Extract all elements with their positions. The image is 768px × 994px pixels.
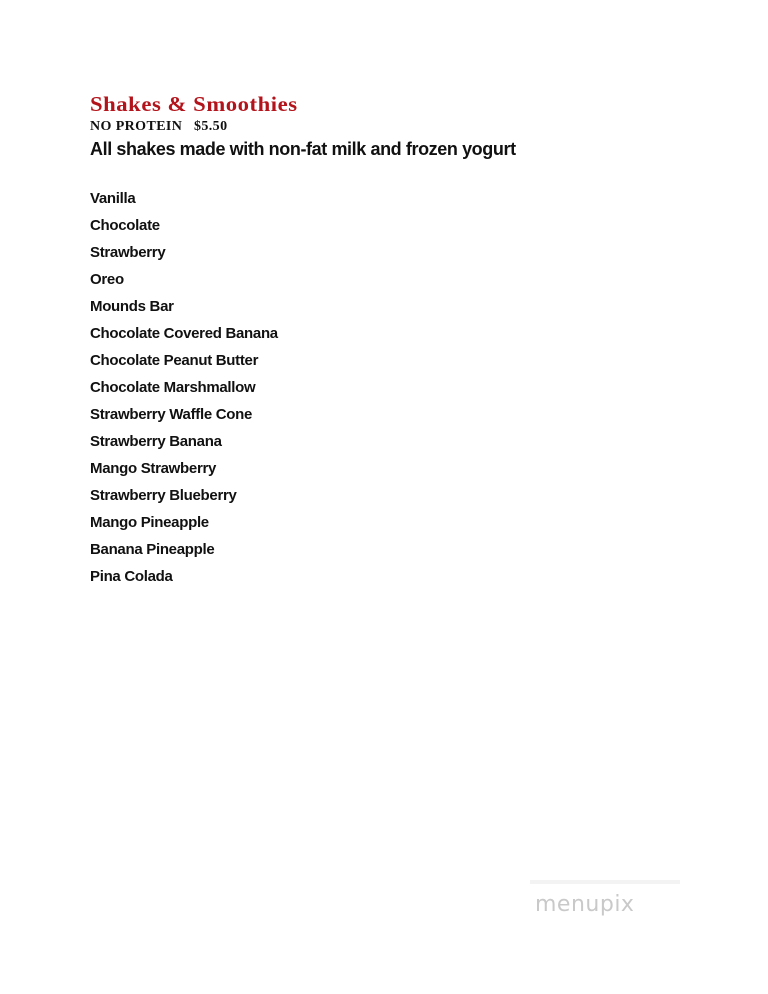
menu-item-list — [90, 188, 278, 593]
menu-title: Shakes & Smoothies — [90, 92, 298, 116]
menu-item: Chocolate — [90, 217, 160, 234]
menu-item: Strawberry Banana — [90, 433, 222, 450]
menu-item: Strawberry — [90, 244, 166, 261]
menu-item: Chocolate Covered Banana — [90, 325, 278, 342]
menu-item: Banana Pineapple — [90, 541, 215, 558]
menu-item: Chocolate Marshmallow — [90, 379, 256, 396]
menu-item: Mounds Bar — [90, 298, 174, 315]
menu-item: Mango Pineapple — [90, 514, 209, 531]
watermark-line — [530, 880, 680, 884]
menu-item: Strawberry Blueberry — [90, 487, 237, 504]
menu-item: Oreo — [90, 271, 124, 288]
menu-item: Chocolate Peanut Butter — [90, 352, 259, 369]
watermark-logo: menupix — [535, 892, 635, 917]
menu-item: Mango Strawberry — [90, 460, 217, 477]
price-subtitle: NO PROTEIN $5.50 — [90, 119, 228, 134]
menu-item: Vanilla — [90, 190, 136, 207]
menu-description: All shakes made with non-fat milk and frozen yogurt — [90, 139, 516, 159]
menu-item: Pina Colada — [90, 568, 173, 585]
menu-item: Strawberry Waffle Cone — [90, 406, 253, 423]
menu-page — [90, 90, 730, 585]
